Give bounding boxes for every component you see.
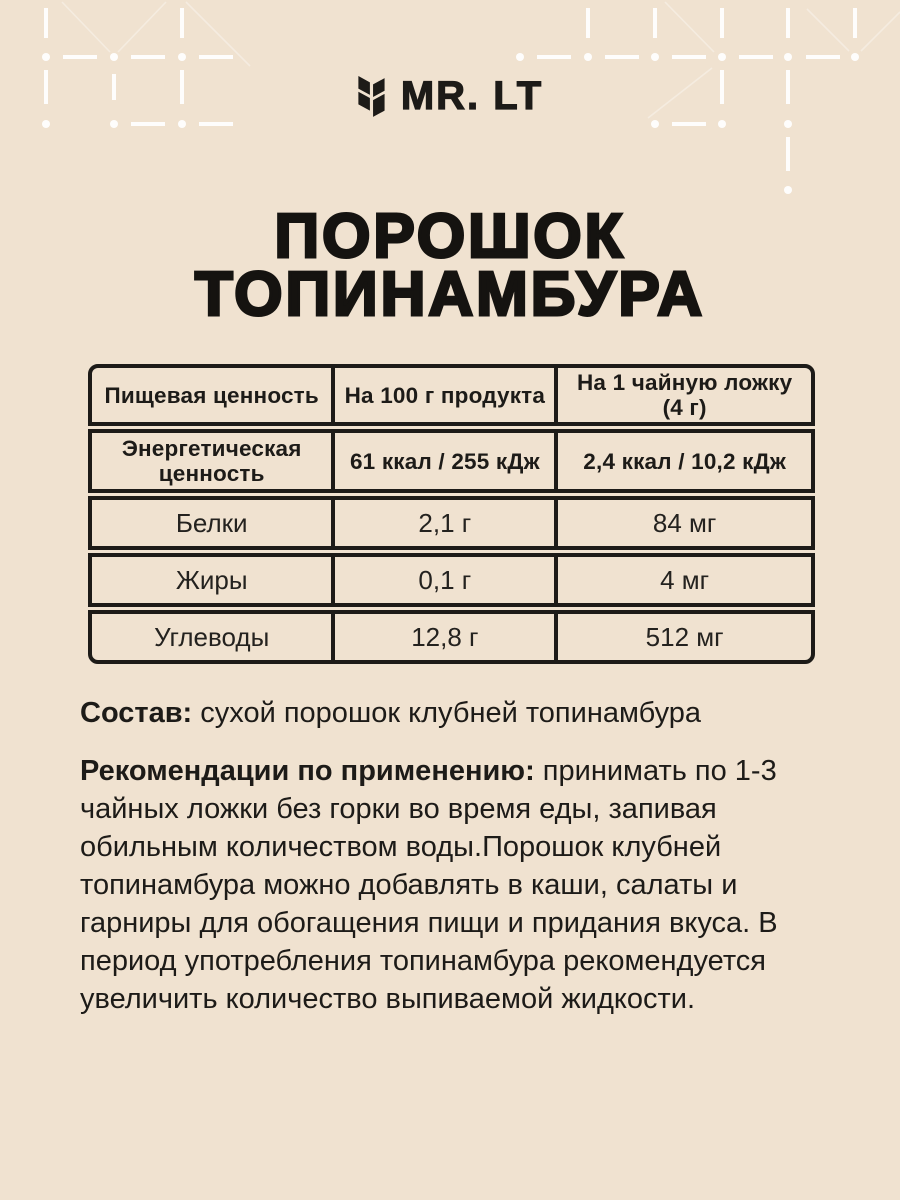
header-per-spoon: На 1 чайную ложку (4 г)	[554, 368, 811, 422]
row-value-100g: 12,8 г	[331, 614, 554, 660]
table-header-row	[88, 364, 815, 426]
page-title	[0, 202, 900, 329]
composition-text: сухой порошок клубней топинамбура	[192, 697, 701, 729]
title-line-1: ПОРОШОК	[274, 202, 626, 271]
recommendations-label: Рекомендации по применению:	[80, 755, 535, 787]
row-value-100g: 2,1 г	[331, 500, 554, 546]
row-value-100g: 61 ккал / 255 кДж	[331, 433, 554, 489]
row-label: Жиры	[175, 564, 248, 595]
table-row-energy	[88, 429, 815, 493]
nutrition-table	[88, 364, 815, 664]
recommendations-section	[80, 752, 822, 1018]
row-label: Энергетическая ценность	[121, 436, 302, 487]
recommendations-text: принимать по 1-3 чайных ложки без горки во время еды, запивая обильным количеством воды.Порошок клубней топинамбура можно добавлять в каши, салаты и гарниры для обогащения пищи и придания вкуса. В период употребления топинамбура рекомендуется увеличить количество выпиваемой жидкости.	[80, 755, 778, 1015]
composition-label: Состав:	[80, 697, 193, 729]
row-value-spoon: 4 мг	[554, 557, 811, 603]
title-line-2: ТОПИНАМБУРА	[194, 260, 706, 329]
brand-name: MR. LT	[400, 74, 544, 118]
wheat-mark-icon	[357, 75, 387, 119]
header-per-100g: На 100 г продукта	[331, 368, 554, 422]
table-row-carbs	[88, 610, 815, 664]
row-value-spoon: 512 мг	[554, 614, 811, 660]
row-value-spoon: 2,4 ккал / 10,2 кДж	[554, 433, 811, 489]
composition-section	[80, 694, 822, 732]
table-row-fat	[88, 553, 815, 607]
brand-logo	[0, 74, 900, 119]
table-row-protein	[88, 496, 815, 550]
row-label: Белки	[175, 507, 248, 538]
row-label: Углеводы	[154, 621, 270, 652]
header-nutrition-value: Пищевая ценность	[104, 382, 319, 408]
row-value-100g: 0,1 г	[331, 557, 554, 603]
row-value-spoon: 84 мг	[554, 500, 811, 546]
